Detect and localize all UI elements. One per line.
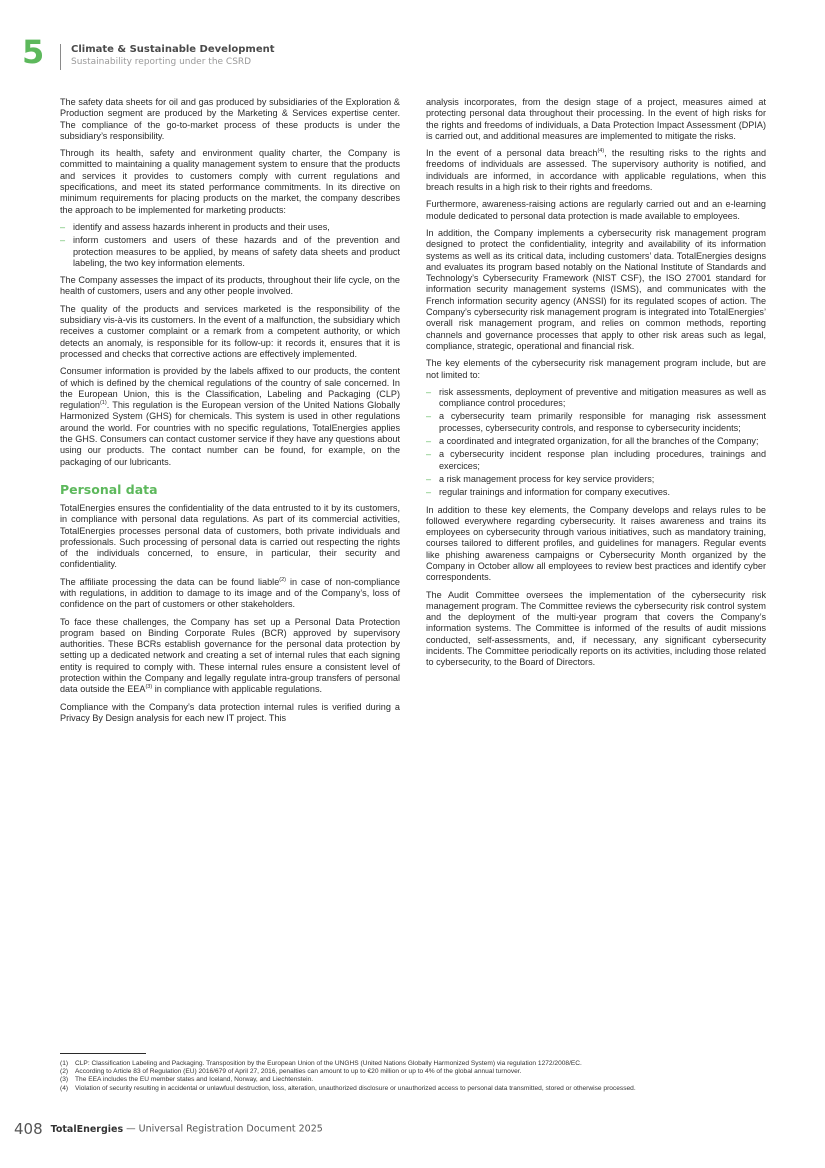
- paragraph: The Company assesses the impact of its products, throughout their life cycle, on the health of customers, users and any other people involved.: [60, 275, 400, 297]
- footnote: [60, 1085, 770, 1093]
- paragraph: analysis incorporates, from the design stage of a project, measures aimed at protecting personal data throughout their processing. In the event of high risks for the rights and freedoms of individuals, a Data Protection Impact Assessment (DPIA) is carried out, and additional measures are implemented to mitigate the risks.: [426, 97, 766, 141]
- footnote: [60, 1076, 770, 1084]
- paragraph: [60, 617, 400, 696]
- section-subtitle: Sustainability reporting under the CSRD: [71, 57, 252, 67]
- footnote-marker: (2): [60, 1068, 69, 1076]
- list-item: [426, 487, 766, 498]
- section-heading: Personal data: [60, 481, 158, 497]
- text-run: In the event of a personal data breach: [426, 148, 598, 159]
- paragraph: [426, 148, 766, 193]
- list-item: [60, 235, 400, 269]
- footnote: [60, 1060, 770, 1068]
- text-run: To face these challenges, the Company has set up a Personal Data Protection program based on Binding Corporate Rules (BCR) approved by supervisory authorities. These BCRs establish governance for the personal data protection by setting up a dedicated network and creating a set of internal rules that each signing entity is required to comply with. These internal rules ensure a consistent level of protection within the Company and legally regulate intra-group transfers of personal data outside the EEA: [60, 616, 400, 695]
- chapter-number: 5: [22, 33, 45, 71]
- footnotes: [60, 1060, 770, 1093]
- dash-icon: –: [426, 449, 432, 460]
- footnote-ref-2: (2): [279, 576, 286, 583]
- bullet-list: [426, 387, 766, 499]
- list-item-text: a cybersecurity incident response plan including procedures, trainings and exercices;: [439, 449, 766, 471]
- list-item: [426, 411, 766, 434]
- page-number: 408: [14, 1120, 43, 1138]
- paragraph: Furthermore, awareness-raising actions are regularly carried out and an e-learning module dedicated to personal data protection is made available to employees.: [426, 199, 766, 221]
- paragraph: Through its health, safety and environment quality charter, the Company is committed to maintaining a quality management system to ensure that the products and services it provides to customers comply with current regulations and specifications, and meet its stated performance commitments. In its directive on minimum requirements for placing products on the market, the company describes the approach to be implemented for marketing products:: [60, 148, 400, 215]
- list-item: [426, 474, 766, 485]
- section-title: Climate & Sustainable Development: [71, 44, 275, 55]
- text-run: in case of non-compliance with regulations, in addition to damage to its image and of the Company’s, loss of confidence on the part of customers or other stakeholders.: [60, 576, 400, 610]
- footnote-text: Violation of security resulting in accidental or unlawfuul destruction, loss, alteration, unauthorized disclosure or unauthorized access to personal data transmitted, stored or otherwise processed.: [75, 1084, 636, 1092]
- footnote-marker: (1): [60, 1060, 69, 1067]
- dash-icon: –: [426, 487, 432, 498]
- text-run: , the resulting risks to the rights and freedoms of individuals are assessed. The supervisory authority is notified, and individuals are informed, in accordance with applicable regulations, when this breach results in a high risk to their rights and freedoms.: [426, 148, 766, 193]
- list-item-text: a cybersecurity team primarily responsible for managing risk assessment processes, cybersecurity controls, and response to cybersecurity incidents;: [439, 411, 766, 433]
- list-item-text: identify and assess hazards inherent in products and their uses,: [73, 221, 330, 232]
- text-run: . This regulation is the European version of the United Nations Globally Harmonized System (GHS) for chemicals. This system is used in other regulations around the world. For countries with no specific regulations, TotalEnergies applies the GHS. Consumers can contact customer service if they have any questions about using our products. The contact number can be found, for example, on the packaging of our lubricants.: [60, 400, 400, 467]
- list-item: [426, 436, 766, 447]
- list-item-text: a coordinated and integrated organization, for all the branches of the Company;: [439, 436, 759, 447]
- footnote-ref-1: (1): [99, 400, 107, 407]
- paragraph: In addition to these key elements, the Company develops and relays rules to be followed everywhere regarding cybersecurity. It raises awareness and trains its employees on cybersecurity through various initiatives, such as mandatory training, courses tailored to different profiles, and guidelines for managers. Regular events like phishing awareness campaigns or Cybersecurity Month organized by the Company in October allow all employees to review best practices and identify cyber correspondents.: [426, 504, 766, 583]
- dash-icon: –: [60, 221, 66, 232]
- list-item-text: a risk management process for key service providers;: [439, 473, 655, 484]
- footnote-text: The EEA includes the EU member states and Iceland, Norway, and Liechtenstein.: [75, 1076, 314, 1084]
- dash-icon: –: [426, 411, 432, 422]
- list-item: [426, 387, 766, 410]
- paragraph: The Audit Committee oversees the implementation of the cybersecurity risk management program. The Committee reviews the cybersecurity risk control system and the deployment of the multi-year program that covers the Company’s information systems. The Committee is informed of the results of audit missions conducted, self-assessments, and, if necessary, any significant cybersecurity incidents. The Committee periodically reports on its activities, including those related to cybersecurity, to the Board of Directors.: [426, 589, 766, 668]
- dash-icon: –: [426, 473, 432, 484]
- footer-brand: TotalEnergies: [50, 1123, 124, 1135]
- paragraph: [60, 577, 400, 611]
- dash-icon: –: [426, 436, 432, 447]
- bullet-list: [60, 222, 400, 269]
- footnote-text: CLP: Classification Labeling and Packaging. Transposition by the European Union of the UNGHS (United Nations Globally Harmonized System) via regulation 1272/2008/EC.: [75, 1060, 582, 1067]
- paragraph: Compliance with the Company’s data protection internal rules is verified during a Privacy By Design analysis for each new IT project. This: [60, 701, 400, 723]
- list-item-text: regular trainings and information for company executives.: [439, 487, 670, 498]
- footnote-ref-4: (4): [597, 148, 605, 155]
- text-run: The affiliate processing the data can be found liable: [60, 576, 280, 587]
- page-footer: [14, 1120, 323, 1138]
- paragraph: [60, 366, 400, 468]
- right-column: [426, 97, 766, 675]
- list-item: [426, 449, 766, 472]
- paragraph: TotalEnergies ensures the confidentiality of the data entrusted to it by its customers, in compliance with personal data regulations. As part of its commercial activities, TotalEnergies processes personal data of customers, both private individuals and professionals. Such processing of personal data is carried out respecting the rights of the individuals concerned, to ensure, in particular, their security and confidentiality.: [60, 502, 400, 570]
- text-run: in compliance with applicable regulations.: [152, 684, 323, 695]
- header-divider: [60, 44, 61, 70]
- dash-icon: –: [60, 235, 66, 246]
- footnote: [60, 1068, 770, 1076]
- paragraph: The safety data sheets for oil and gas produced by subsidiaries of the Exploration & Production segment are produced by the Marketing & Services expertise center. The compliance of the go-to-market process of these products is under the subsidiary’s responsibility.: [60, 97, 400, 141]
- footnote-divider: [60, 1053, 146, 1054]
- left-column: [60, 97, 400, 730]
- footnote-marker: (3): [60, 1076, 69, 1084]
- list-item: [60, 222, 400, 233]
- paragraph: The key elements of the cybersecurity risk management program include, but are not limited to:: [426, 358, 766, 380]
- text-run: Consumer information is provided by the labels affixed to our products, the content of which is defined by the chemical regulations of the country of sale concerned. In the European Union, this is the Classification, Labeling and Packaging (CLP) regulation: [60, 366, 400, 411]
- list-item-text: inform customers and users of these hazards and of the prevention and protection measures to be applied, by means of safety data sheets and product labeling, the two key information elements.: [73, 235, 400, 268]
- footnote-marker: (4): [60, 1084, 69, 1092]
- list-item-text: risk assessments, deployment of preventive and mitigation measures as well as compliance control procedures;: [439, 386, 766, 409]
- footnote-text: According to Article 83 of Regulation (EU) 2016/679 of April 27, 2016, penalties can amount to up to €20 million or up to 4% of the global annual turnover.: [75, 1068, 522, 1076]
- dash-icon: –: [426, 386, 432, 397]
- paragraph: In addition, the Company implements a cybersecurity risk management program designed to protect the confidentiality, integrity and availability of its information systems as well as its critical data, including customers’ data. TotalEnergies designs and evaluates its program based notably on the National Institute of Standards and Technology’s Cybersecurity Framework (NIST CSF), the ISO 27001 standard for information security management systems (ISMS), and communicates with the French information security agency (ANSSI) for its regulated scopes of action. The Company’s cybersecurity risk management program is integrated into TotalEnergies’ overall risk management program, and relies on common methods, reporting channels and governance processes that apply to other risk areas such as legal, compliance, strategic, operational and financial risk.: [426, 227, 766, 351]
- footnote-ref-3: (3): [145, 684, 153, 691]
- footer-document-title: — Universal Registration Document 2025: [123, 1123, 323, 1135]
- paragraph: The quality of the products and services marketed is the responsibility of the subsidiary vis-à-vis its customers. In the event of a malfunction, the subsidiary which receives a customer complaint or a remark from a competent authority, or which detects an anomaly, is responsible for its follow-up: it records it, ensures that it is processed and checks that corrective actions are effectively implemented.: [60, 303, 400, 359]
